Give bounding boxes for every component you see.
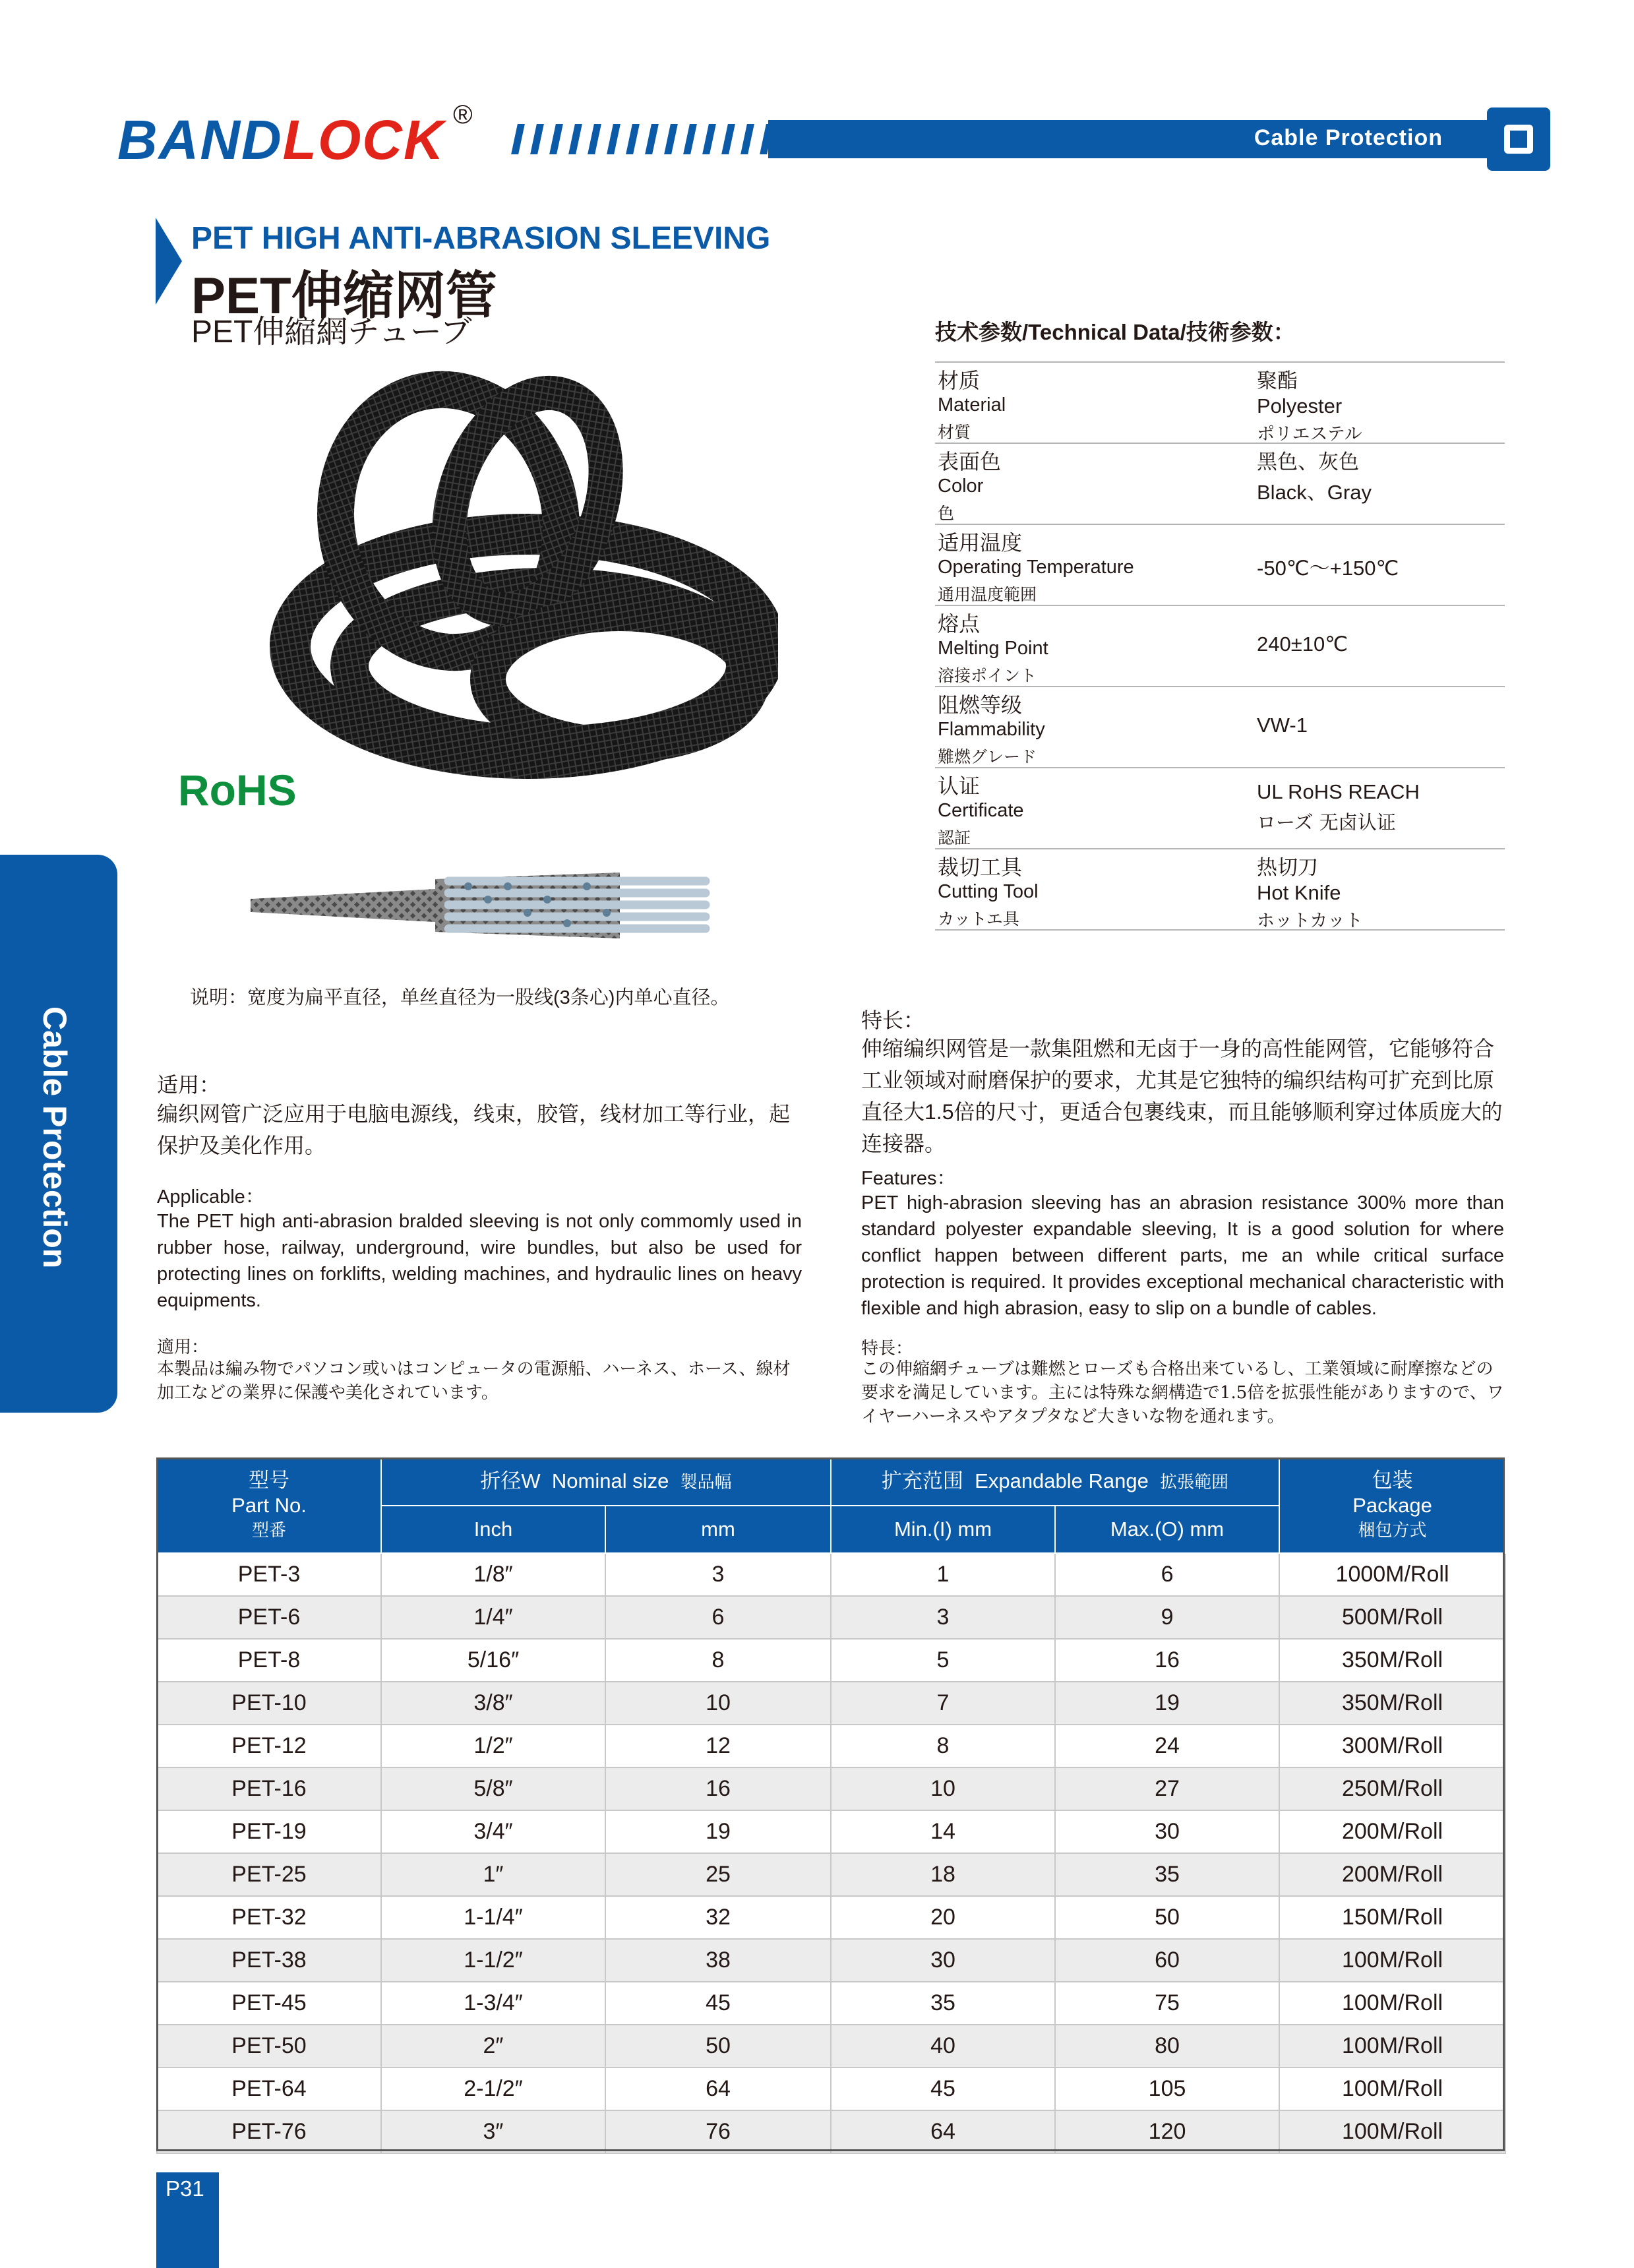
table-row bbox=[157, 2110, 1505, 2153]
cell-max: 120 bbox=[1055, 2110, 1279, 2153]
table-row bbox=[157, 1810, 1505, 1853]
cell-min: 8 bbox=[831, 1725, 1055, 1767]
tech-value-en: Black、Gray bbox=[1257, 481, 1372, 504]
table-row bbox=[157, 1939, 1505, 1982]
features-label-cn: 特长： bbox=[861, 1008, 925, 1032]
cell-inch: 1-1/2″ bbox=[381, 1939, 605, 1982]
cell-inch: 1″ bbox=[381, 1853, 605, 1896]
brand-logo-part1: BAND bbox=[117, 109, 283, 171]
features-label-en: Features： bbox=[861, 1168, 956, 1189]
features-label-jp: 特長： bbox=[861, 1339, 913, 1359]
cell-package: 350M/Roll bbox=[1279, 1639, 1505, 1682]
header-nominal-en: Nominal size bbox=[551, 1469, 669, 1492]
product-title-cn: PET伸缩网管 bbox=[191, 266, 497, 324]
table-row bbox=[157, 1682, 1505, 1725]
tech-key-jp: カットエ具 bbox=[938, 909, 1019, 929]
cell-part: PET-19 bbox=[157, 1810, 381, 1853]
side-tab-label: Cable Protection bbox=[36, 1006, 73, 1269]
cell-max: 30 bbox=[1055, 1810, 1279, 1853]
section-title: Cable Protection bbox=[1254, 125, 1443, 150]
header-pkg-cn: 包装 bbox=[1372, 1469, 1413, 1492]
cell-inch: 1/4″ bbox=[381, 1596, 605, 1639]
cell-part: PET-16 bbox=[157, 1767, 381, 1810]
table-row bbox=[157, 2068, 1505, 2110]
cell-inch: 5/8″ bbox=[381, 1767, 605, 1810]
tech-value-cn: 聚酯 bbox=[1257, 369, 1298, 392]
cell-min: 40 bbox=[831, 2025, 1055, 2068]
cell-inch: 2-1/2″ bbox=[381, 2068, 605, 2110]
cell-inch: 3/8″ bbox=[381, 1682, 605, 1725]
header-nominal-cn: 折径W bbox=[480, 1469, 541, 1492]
table-row bbox=[157, 1596, 1505, 1639]
tech-row-color bbox=[935, 444, 1505, 525]
cell-min: 18 bbox=[831, 1853, 1055, 1896]
header-inch: Inch bbox=[381, 1506, 605, 1553]
cell-min: 20 bbox=[831, 1896, 1055, 1939]
tech-value-en: Polyester bbox=[1257, 394, 1343, 417]
tech-value: -50℃～+150℃ bbox=[1257, 557, 1399, 580]
cell-max: 105 bbox=[1055, 2068, 1279, 2110]
tech-key-en: Flammability bbox=[938, 719, 1045, 740]
cell-max: 24 bbox=[1055, 1725, 1279, 1767]
cell-package: 100M/Roll bbox=[1279, 1939, 1505, 1982]
tech-key-en: Melting Point bbox=[938, 638, 1048, 659]
tech-key-jp: 溶接ポイント bbox=[938, 666, 1037, 685]
application-text-jp: 本製品は編み物でパソコン或いはコンピュータの電源船、ハーネス、ホース、線材加工などの業界に保護や美化されています。 bbox=[157, 1359, 791, 1403]
header-expandable-range bbox=[831, 1458, 1279, 1506]
cell-package: 100M/Roll bbox=[1279, 2110, 1505, 2153]
tech-row-certificate bbox=[935, 768, 1505, 849]
cell-mm: 64 bbox=[605, 2068, 831, 2110]
header-expand-en: Expandable Range bbox=[975, 1469, 1149, 1492]
cell-mm: 50 bbox=[605, 2025, 831, 2068]
cell-package: 100M/Roll bbox=[1279, 1982, 1505, 2025]
cell-min: 5 bbox=[831, 1639, 1055, 1682]
cell-part: PET-64 bbox=[157, 2068, 381, 2110]
cell-max: 27 bbox=[1055, 1767, 1279, 1810]
cell-part: PET-10 bbox=[157, 1682, 381, 1725]
features-text-jp: この伸縮網チューブは難燃とローズも合格出来ているし、工業領域に耐摩擦などの要求を満足しています。主には特殊な網構造で1.5倍を拡張性能がありますので、ワイヤーハーネスやアタプタなど大きいな物を通れます。 bbox=[861, 1359, 1504, 1426]
cell-min: 14 bbox=[831, 1810, 1055, 1853]
application-text-cn: 编织网管广泛应用于电脑电源线，线束，胶管，线材加工等行业，起保护及美化作用。 bbox=[157, 1102, 791, 1157]
cell-part: PET-3 bbox=[157, 1553, 381, 1596]
side-category-tab bbox=[0, 855, 117, 1413]
header-pkg-jp: 梱包方式 bbox=[1358, 1521, 1427, 1541]
tech-row-material bbox=[935, 363, 1505, 444]
cell-part: PET-38 bbox=[157, 1939, 381, 1982]
tech-value-cn: 黑色、灰色 bbox=[1257, 450, 1359, 474]
tech-key-cn: 熔点 bbox=[938, 612, 981, 636]
cell-package: 100M/Roll bbox=[1279, 2068, 1505, 2110]
header-nominal-size bbox=[381, 1458, 831, 1506]
cell-inch: 3/4″ bbox=[381, 1810, 605, 1853]
specification-table bbox=[156, 1457, 1506, 2154]
tech-value-jp: ホットカット bbox=[1257, 911, 1363, 931]
cell-part: PET-45 bbox=[157, 1982, 381, 2025]
brand-logo-part2: LOCK bbox=[282, 109, 445, 171]
page-number-tab bbox=[156, 2172, 219, 2268]
cell-mm: 16 bbox=[605, 1767, 831, 1810]
cell-package: 250M/Roll bbox=[1279, 1767, 1505, 1810]
header-nominal-jp: 製品幅 bbox=[680, 1473, 732, 1492]
header-pkg-en: Package bbox=[1352, 1494, 1432, 1517]
header-expand-cn: 扩充范围 bbox=[881, 1469, 963, 1492]
page-number: P31 bbox=[166, 2176, 204, 2201]
application-label-jp: 適用： bbox=[157, 1337, 209, 1357]
table-row bbox=[157, 1767, 1505, 1810]
cell-inch: 1-3/4″ bbox=[381, 1982, 605, 2025]
cell-min: 7 bbox=[831, 1682, 1055, 1725]
cell-part: PET-25 bbox=[157, 1853, 381, 1896]
cell-max: 60 bbox=[1055, 1939, 1279, 1982]
tech-key-jp: 認証 bbox=[938, 828, 971, 847]
cell-mm: 19 bbox=[605, 1810, 831, 1853]
diagram-note: 说明：宽度为扁平直径，单丝直径为一股线(3条心)内单心直径。 bbox=[190, 987, 730, 1008]
header-part-en: Part No. bbox=[231, 1494, 307, 1517]
cell-inch: 2″ bbox=[381, 2025, 605, 2068]
cell-min: 45 bbox=[831, 2068, 1055, 2110]
table-row bbox=[157, 1896, 1505, 1939]
cell-max: 16 bbox=[1055, 1639, 1279, 1682]
cell-inch: 5/16″ bbox=[381, 1639, 605, 1682]
table-row bbox=[157, 1725, 1505, 1767]
tech-key-jp: 材質 bbox=[938, 423, 971, 442]
header-part-cn: 型号 bbox=[249, 1469, 289, 1492]
product-title-en: PET HIGH ANTI-ABRASION SLEEVING bbox=[191, 221, 771, 256]
cell-max: 75 bbox=[1055, 1982, 1279, 2025]
table-row bbox=[157, 1982, 1505, 2025]
tech-row-cutting-tool bbox=[935, 849, 1505, 931]
cell-package: 500M/Roll bbox=[1279, 1596, 1505, 1639]
tech-key-cn: 适用温度 bbox=[938, 531, 1023, 555]
tech-key-en: Operating Temperature bbox=[938, 557, 1134, 578]
table-row bbox=[157, 1853, 1505, 1896]
tech-key-cn: 阻燃等级 bbox=[938, 693, 1023, 717]
tech-row-temperature bbox=[935, 525, 1505, 606]
header-package bbox=[1279, 1458, 1505, 1553]
tech-value-cert-jp: ローズ 无卤认证 bbox=[1257, 811, 1396, 834]
cell-max: 50 bbox=[1055, 1896, 1279, 1939]
tech-key-jp: 通用温度範囲 bbox=[938, 585, 1037, 604]
cell-min: 30 bbox=[831, 1939, 1055, 1982]
brand-logo bbox=[117, 100, 474, 171]
cell-part: PET-50 bbox=[157, 2025, 381, 2068]
tech-key-jp: 色 bbox=[938, 504, 955, 523]
tech-key-cn: 材质 bbox=[938, 369, 981, 392]
header-min: Min.(I) mm bbox=[831, 1506, 1055, 1553]
tech-value-cn: 热切刀 bbox=[1257, 856, 1318, 879]
cell-mm: 10 bbox=[605, 1682, 831, 1725]
tech-value: VW-1 bbox=[1257, 714, 1308, 737]
features-text-cn: 伸缩编织网管是一款集阻燃和无卤于一身的高性能网管，它能够符合工业领域对耐磨保护的要求，尤其是它独特的编织结构可扩充到比原直径大1.5倍的尺寸，更适合包裹线束，而且能够顺利穿过体质庞大的连接器。 bbox=[861, 1037, 1503, 1155]
cell-package: 150M/Roll bbox=[1279, 1896, 1505, 1939]
cell-mm: 6 bbox=[605, 1596, 831, 1639]
application-text-en: The PET high anti-abrasion bralded sleeving is not only commomly used in rubber hose, railway, underground, wire bundles, but also be used for protecting lines on forklifts, welding machines, and hydraulic lines on heavy equipments. bbox=[157, 1211, 802, 1311]
cell-package: 100M/Roll bbox=[1279, 2025, 1505, 2068]
application-label-cn: 适用： bbox=[157, 1073, 221, 1097]
title-arrow-icon bbox=[156, 218, 182, 305]
header-part-jp: 型番 bbox=[251, 1521, 286, 1541]
cell-mm: 45 bbox=[605, 1982, 831, 2025]
cell-min: 3 bbox=[831, 1596, 1055, 1639]
cell-part: PET-32 bbox=[157, 1896, 381, 1939]
table-row bbox=[157, 2025, 1505, 2068]
cell-max: 19 bbox=[1055, 1682, 1279, 1725]
tech-value-cert: UL RoHS REACH bbox=[1257, 780, 1420, 803]
cell-min: 64 bbox=[831, 2110, 1055, 2153]
tech-data-title: 技术参数/Technical Data/技術参数： bbox=[935, 320, 1295, 344]
cell-max: 35 bbox=[1055, 1853, 1279, 1896]
tech-data-table bbox=[935, 361, 1505, 931]
cell-mm: 12 bbox=[605, 1725, 831, 1767]
cell-mm: 25 bbox=[605, 1853, 831, 1896]
cell-max: 9 bbox=[1055, 1596, 1279, 1639]
cell-mm: 76 bbox=[605, 2110, 831, 2153]
cell-inch: 1/2″ bbox=[381, 1725, 605, 1767]
product-title-jp: PET伸縮網チューブ bbox=[191, 315, 472, 350]
tech-key-jp: 難燃グレード bbox=[938, 747, 1037, 766]
table-row bbox=[157, 1553, 1505, 1596]
cell-mm: 32 bbox=[605, 1896, 831, 1939]
cell-max: 80 bbox=[1055, 2025, 1279, 2068]
tech-value-jp: ポリエステル bbox=[1257, 424, 1362, 444]
cell-part: PET-6 bbox=[157, 1596, 381, 1639]
cell-part: PET-12 bbox=[157, 1725, 381, 1767]
header-part-no bbox=[157, 1458, 381, 1553]
tech-value: 240±10℃ bbox=[1257, 632, 1348, 656]
tech-key-en: Material bbox=[938, 394, 1006, 415]
header-mm: mm bbox=[605, 1506, 831, 1553]
cell-min: 10 bbox=[831, 1767, 1055, 1810]
cell-package: 200M/Roll bbox=[1279, 1853, 1505, 1896]
cell-min: 1 bbox=[831, 1553, 1055, 1596]
tech-key-en: Certificate bbox=[938, 800, 1024, 821]
header-stripes bbox=[514, 124, 789, 154]
tech-key-en: Cutting Tool bbox=[938, 881, 1039, 902]
tech-key-cn: 表面色 bbox=[938, 450, 1002, 474]
tech-value-en: Hot Knife bbox=[1257, 881, 1341, 904]
tech-key-cn: 认证 bbox=[938, 774, 981, 798]
product-photo-coiled-sleeving bbox=[251, 369, 778, 791]
cell-package: 200M/Roll bbox=[1279, 1810, 1505, 1853]
cell-max: 6 bbox=[1055, 1553, 1279, 1596]
cell-mm: 3 bbox=[605, 1553, 831, 1596]
registered-mark: ® bbox=[453, 100, 474, 129]
tech-key-cn: 裁切工具 bbox=[938, 855, 1023, 879]
header-expand-jp: 拡張範囲 bbox=[1160, 1473, 1229, 1492]
cell-mm: 8 bbox=[605, 1639, 831, 1682]
cable-diagram-image bbox=[251, 863, 712, 948]
cell-inch: 1-1/4″ bbox=[381, 1896, 605, 1939]
cell-part: PET-8 bbox=[157, 1639, 381, 1682]
application-label-en: Applicable： bbox=[157, 1186, 264, 1208]
cell-min: 35 bbox=[831, 1982, 1055, 2025]
cell-inch: 1/8″ bbox=[381, 1553, 605, 1596]
cell-mm: 38 bbox=[605, 1939, 831, 1982]
cell-inch: 3″ bbox=[381, 2110, 605, 2153]
features-text-en: PET high-abrasion sleeving has an abrasion resistance 300% more than standard polyester expandable sleeving, It is a good solution for where conflict happen between different parts, me an while critical surface protection is required. It provides exceptional mechanical characteristic with flexible and high abrasion, easy to slip on a bundle of cables. bbox=[861, 1192, 1504, 1319]
tech-row-melting-point bbox=[935, 606, 1505, 687]
cell-package: 1000M/Roll bbox=[1279, 1553, 1505, 1596]
tech-key-en: Color bbox=[938, 475, 984, 497]
tech-row-flammability bbox=[935, 687, 1505, 768]
header-max: Max.(O) mm bbox=[1055, 1506, 1279, 1553]
cell-part: PET-76 bbox=[157, 2110, 381, 2153]
section-square-icon bbox=[1487, 107, 1550, 171]
table-row bbox=[157, 1639, 1505, 1682]
rohs-badge: RoHS bbox=[178, 766, 297, 814]
cell-package: 350M/Roll bbox=[1279, 1682, 1505, 1725]
cell-package: 300M/Roll bbox=[1279, 1725, 1505, 1767]
